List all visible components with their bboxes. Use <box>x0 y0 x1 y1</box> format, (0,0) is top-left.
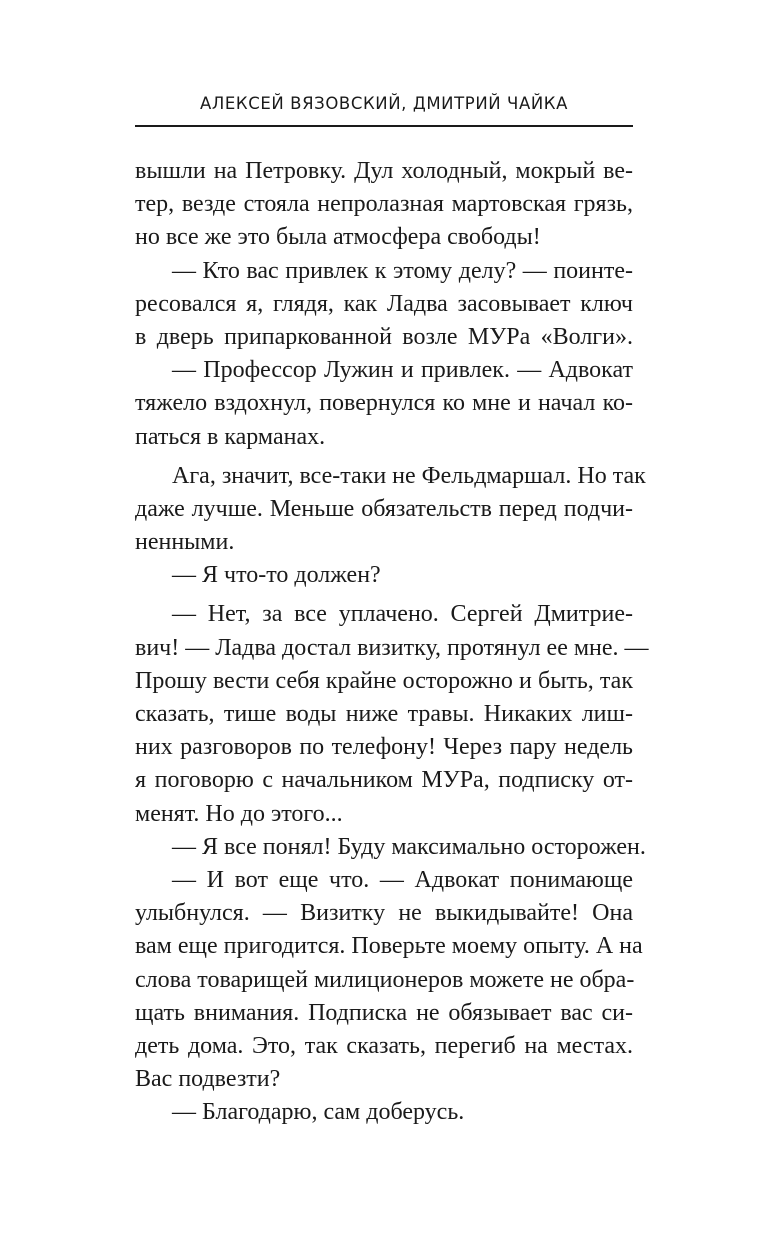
text-line: ненными. <box>135 529 235 556</box>
text-line: них разговоров по телефону! Через пару недель <box>135 734 633 761</box>
text-line: Прошу вести себя крайне осторожно и быть, так <box>135 667 633 694</box>
text-line: — Благодарю, сам доберусь. <box>172 1099 465 1126</box>
text-line: — И вот еще что. — Адвокат понимающе <box>172 866 633 893</box>
text-line: щать внимания. Подписка не обязывает вас си- <box>135 999 633 1026</box>
text-line: ресовался я, глядя, как Ладва засовывает ключ <box>135 290 633 317</box>
text-line: вич! — Ладва достал визитку, протянул ее мне. — <box>135 634 649 661</box>
text-line: я поговорю с начальником МУРа, подписку от- <box>135 767 633 794</box>
text-line: сказать, тише воды ниже травы. Никаких лиш- <box>135 701 633 727</box>
text-line: паться в карманах. <box>135 423 326 450</box>
text-line: Вас подвезти? <box>135 1066 281 1093</box>
text-line: в дверь припаркованной возле МУРа «Волги». <box>135 323 633 350</box>
page-body-text <box>135 155 649 1129</box>
text-line: даже лучше. Меньше обязательств перед подчи- <box>135 495 633 522</box>
text-line: — Я что-то должен? <box>172 562 381 589</box>
header-rule <box>135 125 633 127</box>
text-line: — Я все понял! Буду максимально осторожен. <box>172 833 646 860</box>
text-line: Ага, значит, все-таки не Фельдмаршал. Но так <box>172 462 646 489</box>
text-line: тер, везде стояла непролазная мартовская грязь, <box>135 191 633 218</box>
text-line: вам еще пригодится. Поверьте моему опыту. А на <box>135 933 643 960</box>
text-line: вышли на Петровку. Дул холодный, мокрый ве- <box>135 158 633 184</box>
text-line: тяжело вздохнул, повернулся ко мне и начал ко- <box>135 390 633 417</box>
text-line: слова товарищей милиционеров можете не обра- <box>135 966 635 993</box>
text-line: деть дома. Это, так сказать, перегиб на местах. <box>135 1032 633 1059</box>
text-line: менят. Но до этого... <box>135 800 343 827</box>
text-line: — Кто вас привлек к этому делу? — поинте- <box>172 257 633 284</box>
text-line: улыбнулся. — Визитку не выкидывайте! Она <box>135 900 633 927</box>
text-line: — Нет, за все уплачено. Сергей Дмитрие- <box>172 601 633 628</box>
text-line: но все же это была атмосфера свободы! <box>135 224 541 251</box>
running-head-authors: АЛЕКСЕЙ ВЯЗОВСКИЙ, ДМИТРИЙ ЧАЙКА <box>199 94 569 113</box>
text-line: — Профессор Лужин и привлек. — Адвокат <box>172 357 633 384</box>
